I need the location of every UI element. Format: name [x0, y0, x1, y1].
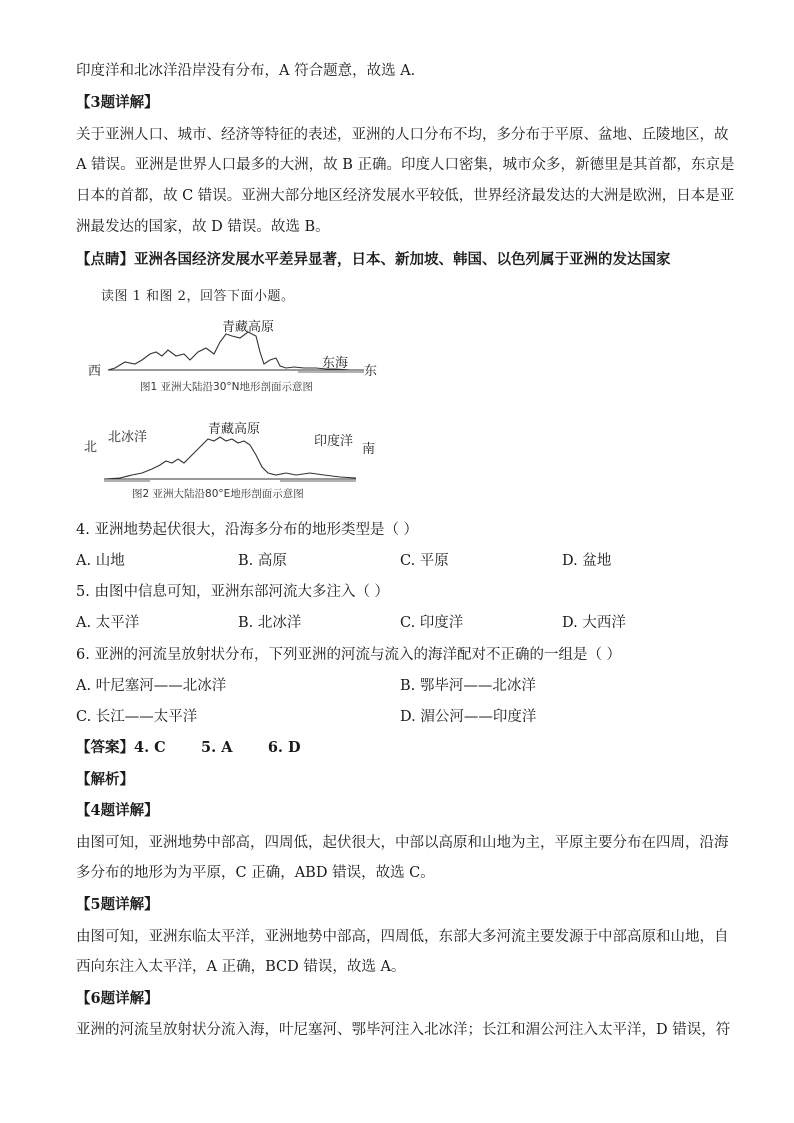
paragraph-q3-line2: A 错误。亚洲是世界人口最多的大洲，故 B 正确。印度人口密集，城市众多，新德里是其首都，东京是 — [76, 157, 735, 173]
paragraph-q3-line4: 洲最发达的国家，故 D 错误。故选 B。 — [76, 219, 330, 235]
paragraph-q6-line1: 亚洲的河流呈放射状分流入海，叶尼塞河、鄂毕河注入北冰洋；长江和湄公河注入太平洋，D 错误，符 — [76, 1022, 731, 1038]
section-heading-q5: 【5题详解】 — [76, 896, 159, 913]
sea-label-north: 北冰洋 — [108, 430, 148, 445]
paragraph-q3-line3: 日本的首都，故 C 错误。亚洲大部分地区经济发展水平较低，世界经济最发达的大洲是欧洲，日本是亚 — [76, 188, 735, 204]
paragraph-q3-line1: 关于亚洲人口、城市、经济等特征的表述，亚洲的人口分布不均，多分布于平原、盆地、丘陵地区，故 — [76, 127, 729, 143]
direction-east: 东 — [364, 364, 378, 379]
terrain-profile-80e — [80, 417, 400, 502]
direction-north: 北 — [84, 440, 98, 455]
dianjing-note: 【点睛】亚洲各国经济发展水平差异显著，日本、新加坡、韩国、以色列属于亚洲的发达国家 — [76, 251, 671, 268]
paragraph-q4-line2: 多分布的地形为为平原，C 正确，ABD 错误，故选 C。 — [76, 865, 435, 881]
peak-label-1: 青藏高原 — [222, 320, 275, 335]
question-5-stem: 5. 由图中信息可知，亚洲东部河流大多注入（ ） — [76, 584, 390, 600]
figure-instruction: 读图 1 和图 2，回答下面小题。 — [101, 289, 295, 304]
figure-1-caption: 图1 亚洲大陆沿30°N地形剖面示意图 — [140, 381, 313, 393]
paragraph-q5-line2: 西向东注入太平洋，A 正确，BCD 错误，故选 A。 — [76, 959, 406, 975]
question-6-stem: 6. 亚洲的河流呈放射状分布，下列亚洲的河流与流入的海洋配对不正确的一组是（ ） — [76, 647, 622, 663]
q5-option-b: B. 北冰洋 — [238, 615, 302, 631]
sea-label-south: 印度洋 — [314, 434, 354, 449]
q5-option-a: A. 太平洋 — [76, 615, 140, 631]
q4-option-d: D. 盆地 — [562, 553, 612, 569]
q6-option-b: B. 鄂毕河——北冰洋 — [400, 678, 536, 694]
figure-1 — [80, 312, 400, 401]
text-line: 印度洋和北冰洋沿岸没有分布，A 符合题意，故选 A. — [76, 63, 416, 79]
q4-option-a: A. 山地 — [76, 553, 125, 569]
q6-option-d: D. 湄公河——印度洋 — [400, 709, 537, 725]
answer-key: 【答案】4. C 5. A 6. D — [76, 739, 301, 756]
q4-option-c: C. 平原 — [400, 553, 449, 569]
section-heading-q4: 【4题详解】 — [76, 802, 159, 819]
paragraph-q5-line1: 由图可知，亚洲东临太平洋，亚洲地势中部高，四周低，东部大多河流主要发源于中部高原和山地，自 — [76, 929, 729, 945]
peak-label-2: 青藏高原 — [208, 422, 261, 437]
q6-option-a: A. 叶尼塞河——北冰洋 — [76, 678, 227, 694]
q6-option-c: C. 长江——太平洋 — [76, 709, 198, 725]
sea-label-east: 东海 — [322, 356, 349, 371]
q5-option-d: D. 大西洋 — [562, 615, 626, 631]
section-heading-q3: 【3题详解】 — [76, 94, 159, 111]
figure-2 — [80, 417, 400, 506]
paragraph-q4-line1: 由图可知，亚洲地势中部高，四周低，起伏很大，中部以高原和山地为主，平原主要分布在四周，沿海 — [76, 835, 729, 851]
question-4-stem: 4. 亚洲地势起伏很大，沿海多分布的地形类型是（ ） — [76, 522, 419, 538]
q5-option-c: C. 印度洋 — [400, 615, 464, 631]
analysis-heading: 【解析】 — [76, 771, 134, 788]
q4-option-b: B. 高原 — [238, 553, 287, 569]
direction-west: 西 — [88, 364, 102, 379]
terrain-profile-30n — [80, 312, 400, 397]
figure-2-caption: 图2 亚洲大陆沿80°E地形剖面示意图 — [132, 488, 304, 500]
direction-south: 南 — [362, 442, 376, 457]
section-heading-q6: 【6题详解】 — [76, 990, 159, 1007]
